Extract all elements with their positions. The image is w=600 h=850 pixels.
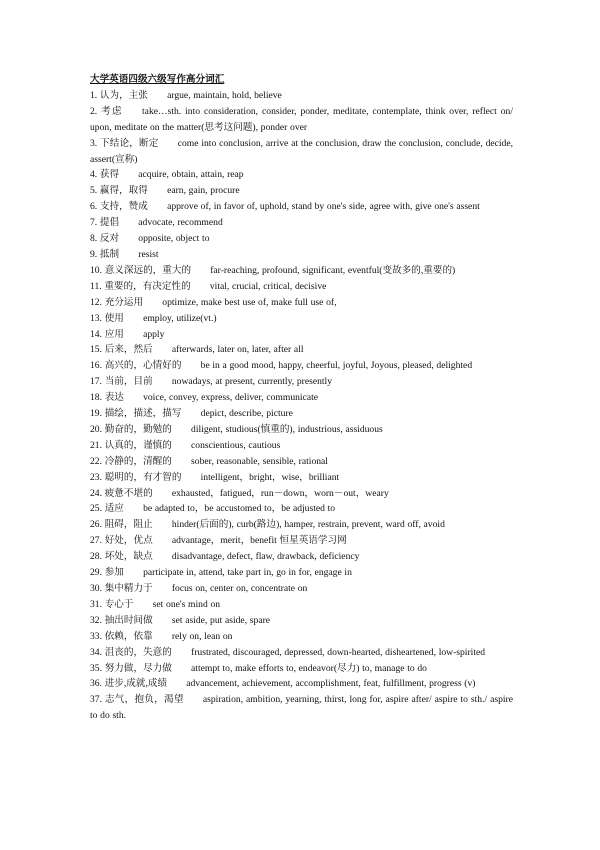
entry-english-terms: depict, describe, picture <box>200 408 293 420</box>
entry-number: 10. <box>90 264 102 276</box>
entry-number: 2. <box>90 105 98 117</box>
entry-chinese-term: 集中精力于 <box>104 583 153 594</box>
entry-chinese-term: 后来，然后 <box>104 344 153 356</box>
entry-chinese-term: 专心于 <box>104 598 134 610</box>
entry-chinese-term: 抵制 <box>99 248 120 260</box>
vocab-entry <box>90 104 513 136</box>
entry-number: 9. <box>90 248 98 260</box>
vocab-entry <box>90 486 513 502</box>
entry-english-terms: set aside, put aside, spare <box>171 614 271 626</box>
entry-number: 31. <box>90 598 102 610</box>
vocab-entry <box>90 295 513 311</box>
entry-chinese-term: 阻碍，阻止 <box>104 519 153 531</box>
vocab-entry <box>90 661 513 677</box>
entry-number: 26. <box>90 519 102 531</box>
entry-english-terms: approve of, in favor of, uphold, stand by one's side, agree with, give one's assent <box>167 201 480 213</box>
entry-number: 11. <box>90 280 102 292</box>
entry-number: 24. <box>90 487 102 499</box>
entry-chinese-term: 认真的，谨慎的 <box>104 439 172 451</box>
entry-chinese-term: 进步,成就,成绩 <box>104 678 168 690</box>
entry-chinese-term: 沮丧的，失意的 <box>104 646 172 658</box>
entry-english-terms: intelligent，bright，wise，brilliant <box>200 471 340 483</box>
entry-number: 19. <box>90 408 102 420</box>
vocab-entry <box>90 215 513 231</box>
vocab-entry <box>90 438 513 454</box>
vocab-entry <box>90 167 513 183</box>
entry-number: 14. <box>90 328 102 340</box>
entry-english-terms: opposite, object to <box>138 233 210 245</box>
entry-chinese-term: 表达 <box>104 392 124 404</box>
entry-chinese-term: 聪明的，有才智的 <box>104 471 182 483</box>
entry-english-terms: vital, crucial, critical, decisive <box>209 280 327 292</box>
vocab-entry <box>90 629 513 645</box>
vocab-entry <box>90 676 513 692</box>
vocab-entry <box>90 342 513 358</box>
document-page <box>90 72 513 724</box>
vocab-entry <box>90 231 513 247</box>
entry-chinese-term: 参加 <box>104 567 124 579</box>
entry-english-terms: far-reaching, profound, significant, eventful(变故多的,重要的) <box>210 264 456 276</box>
entry-english-terms: frustrated, discouraged, depressed, down-hearted, disheartened, low-spirited <box>191 646 486 658</box>
entry-number: 25. <box>90 503 102 515</box>
vocab-entry <box>90 358 513 374</box>
entry-chinese-term: 志气，抱负，渴望 <box>104 694 184 706</box>
entry-english-terms: advantage，merit，benefit 恒星英语学习网 <box>171 535 347 547</box>
entry-english-terms: resist <box>138 248 159 260</box>
vocab-entry <box>90 183 513 199</box>
entry-number: 4. <box>90 169 98 181</box>
entry-chinese-term: 适应 <box>104 503 124 515</box>
entry-number: 18. <box>90 392 102 404</box>
entry-chinese-term: 冷静的，清醒的 <box>104 455 172 467</box>
vocab-entry <box>90 470 513 486</box>
entry-number: 37. <box>90 694 102 706</box>
entry-chinese-term: 使用 <box>104 312 124 324</box>
vocab-entry <box>90 279 513 295</box>
entry-english-terms: rely on, lean on <box>171 630 233 642</box>
entry-chinese-term: 考虑 <box>101 105 123 117</box>
entry-english-terms: afterwards, later on, later, after all <box>171 344 304 356</box>
entry-english-terms: advancement, achievement, accomplishment, feat, fulfillment, progress (v) <box>186 678 476 690</box>
entry-chinese-term: 意义深远的，重大的 <box>104 264 192 276</box>
entry-chinese-term: 疲惫不堪的 <box>104 487 153 499</box>
vocab-entry <box>90 136 513 168</box>
entry-english-terms: nowadays, at present, currently, presently <box>171 376 333 388</box>
entry-number: 1. <box>90 89 98 101</box>
vocab-entry <box>90 311 513 327</box>
entry-number: 15. <box>90 344 102 356</box>
entry-english-terms: come into conclusion, arrive at the conclusion, draw the conclusion, conclude, decide, assert(宣称) <box>90 137 514 165</box>
vocab-entry <box>90 613 513 629</box>
entry-number: 28. <box>90 551 102 563</box>
entry-chinese-term: 努力做，尽力做 <box>104 662 172 674</box>
entry-chinese-term: 高兴的，心情好的 <box>104 360 182 372</box>
entry-english-terms: conscientious, cautious <box>191 439 281 451</box>
entry-number: 23. <box>90 471 102 483</box>
vocab-entry <box>90 501 513 517</box>
entry-number: 16. <box>90 360 102 372</box>
vocab-entry <box>90 454 513 470</box>
entry-number: 20. <box>90 423 102 435</box>
entry-number: 36. <box>90 678 102 690</box>
entry-number: 35. <box>90 662 102 674</box>
entry-chinese-term: 提倡 <box>99 217 120 229</box>
vocab-entry <box>90 565 513 581</box>
document-title: 大学英语四级六级写作高分词汇 <box>90 74 225 85</box>
entry-number: 12. <box>90 296 102 308</box>
entry-english-terms: argue, maintain, hold, believe <box>167 89 282 101</box>
vocab-entry <box>90 533 513 549</box>
entry-english-terms: participate in, attend, take part in, go in for, engage in <box>143 567 352 579</box>
entry-chinese-term: 获得 <box>99 169 120 181</box>
entry-chinese-term: 反对 <box>99 233 120 245</box>
entry-english-terms: acquire, obtain, attain, reap <box>138 169 244 181</box>
entry-english-terms: attempt to, make efforts to, endeavor(尽力) to, manage to do <box>191 662 427 674</box>
entry-number: 6. <box>90 201 98 213</box>
vocab-entry <box>90 247 513 263</box>
entry-number: 13. <box>90 312 102 324</box>
vocab-entry <box>90 517 513 533</box>
entry-chinese-term: 支持，赞成 <box>99 201 148 213</box>
entry-number: 30. <box>90 583 102 594</box>
entry-english-terms: apply <box>143 328 165 340</box>
entry-number: 29. <box>90 567 102 579</box>
entry-english-terms: advocate, recommend <box>138 217 223 229</box>
entry-english-terms: aspiration, ambition, yearning, thirst, long for, aspire after/ aspire to sth./ aspire to do sth. <box>90 694 514 722</box>
entry-number: 17. <box>90 376 102 388</box>
entry-english-terms: focus on, center on, concentrate on <box>171 583 308 594</box>
entry-number: 21. <box>90 439 102 451</box>
vocab-entry <box>90 422 513 438</box>
entry-chinese-term: 好处，优点 <box>104 535 153 547</box>
entry-english-terms: take…sth. into consideration, consider, ponder, meditate, contemplate, think over, reflect on/ upon, meditate on the matter(思考这问题), ponder over <box>90 105 514 133</box>
vocab-entry <box>90 581 513 597</box>
vocab-entry <box>90 549 513 565</box>
entry-chinese-term: 勤奋的，勤勉的 <box>104 423 172 435</box>
entry-english-terms: diligent, studious(慎重的), industrious, assiduous <box>191 423 383 435</box>
entry-chinese-term: 依赖，依靠 <box>104 630 153 642</box>
entry-chinese-term: 当前，目前 <box>104 376 153 388</box>
entry-english-terms: earn, gain, procure <box>167 185 240 197</box>
entry-number: 22. <box>90 455 102 467</box>
entry-number: 5. <box>90 185 98 197</box>
entry-english-terms: employ, utilize(vt.) <box>143 312 217 324</box>
entry-number: 34. <box>90 646 102 658</box>
entry-english-terms: hinder(后面的), curb(路边), hamper, restrain, prevent, ward off, avoid <box>171 519 445 531</box>
entry-number: 32. <box>90 614 102 626</box>
entry-chinese-term: 抽出时间做 <box>104 614 153 626</box>
entry-english-terms: disadvantage, defect, flaw, drawback, deficiency <box>171 551 360 563</box>
entry-english-terms: sober, reasonable, sensible, rational <box>191 455 328 467</box>
vocab-entry <box>90 199 513 215</box>
entry-english-terms: be in a good mood, happy, cheerful, joyful, Joyous, pleased, delighted <box>200 360 473 372</box>
vocab-entry <box>90 263 513 279</box>
entry-number: 3. <box>90 137 98 149</box>
vocab-entry <box>90 374 513 390</box>
entry-chinese-term: 赢得，取得 <box>99 185 148 197</box>
entry-english-terms: be adapted to，be accustomed to，be adjusted to <box>143 503 336 515</box>
entry-english-terms: optimize, make best use of, make full use of, <box>162 296 337 308</box>
vocab-entry <box>90 327 513 343</box>
entry-chinese-term: 重要的，有决定性的 <box>104 280 191 292</box>
entry-english-terms: set one's mind on <box>152 598 221 610</box>
vocab-entry <box>90 692 513 724</box>
vocab-entry <box>90 390 513 406</box>
entry-english-terms: exhausted，fatigued，run－down，worn－out，weary <box>171 487 389 499</box>
entry-number: 27. <box>90 535 102 547</box>
entry-number: 8. <box>90 233 98 245</box>
entry-chinese-term: 描绘，描述，描写 <box>104 408 182 420</box>
vocabulary-list <box>90 88 513 724</box>
entry-number: 7. <box>90 217 98 229</box>
entry-chinese-term: 坏处，缺点 <box>104 551 153 563</box>
entry-english-terms: voice, convey, express, deliver, communicate <box>143 392 319 404</box>
vocab-entry <box>90 88 513 104</box>
entry-chinese-term: 下结论，断定 <box>100 137 159 149</box>
vocab-entry <box>90 406 513 422</box>
vocab-entry <box>90 597 513 613</box>
entry-chinese-term: 认为，主张 <box>99 89 148 101</box>
entry-chinese-term: 充分运用 <box>104 296 144 308</box>
vocab-entry <box>90 645 513 661</box>
entry-chinese-term: 应用 <box>104 328 124 340</box>
entry-number: 33. <box>90 630 102 642</box>
